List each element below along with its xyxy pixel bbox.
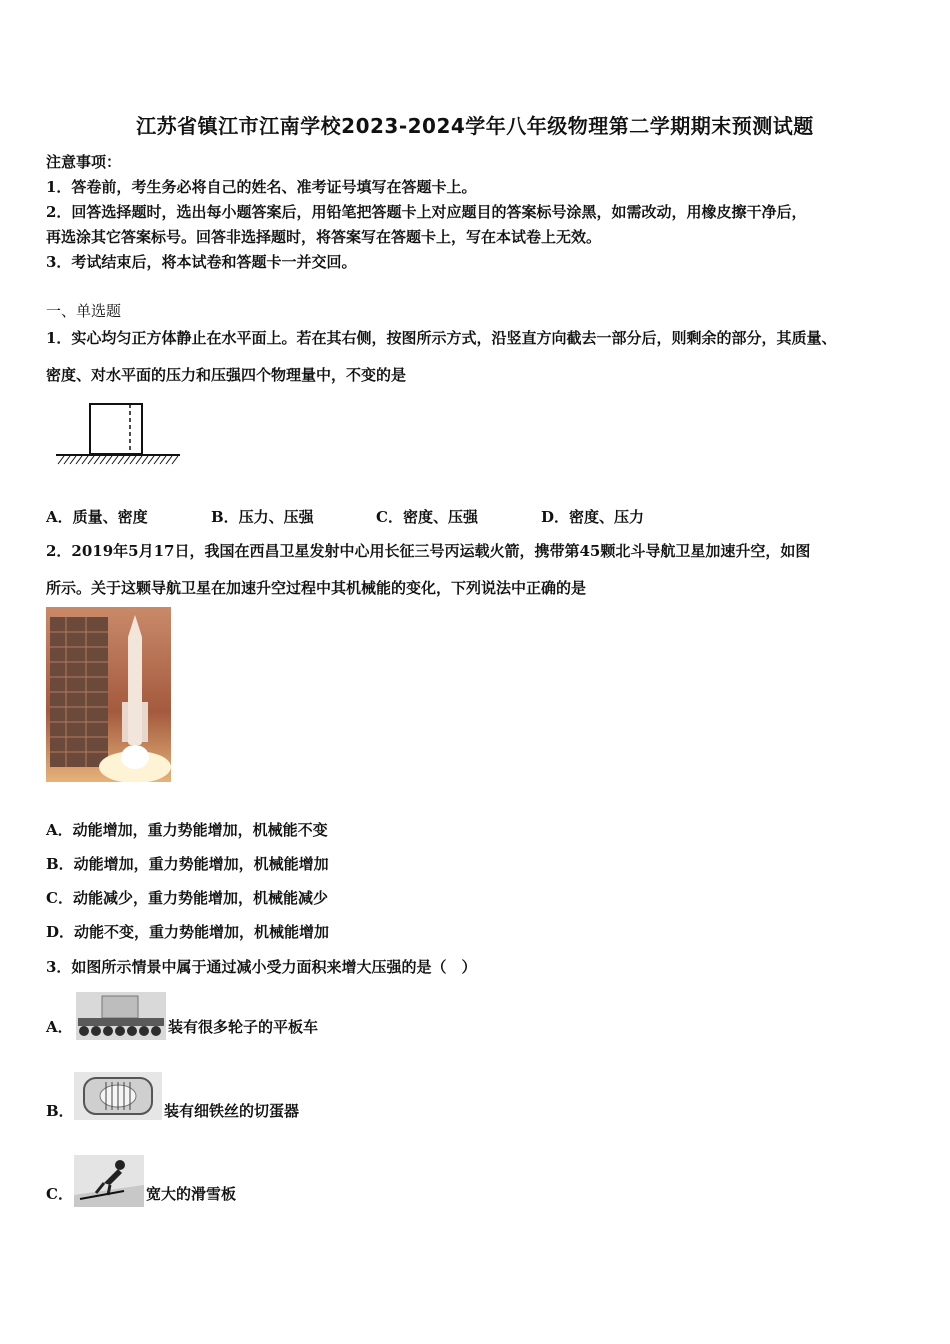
question-3-line-1: 3．如图所示情景中属于通过减小受力面积来增大压强的是（ ） (46, 958, 477, 976)
question-1-options (46, 506, 706, 527)
option-text: 装有细铁丝的切蛋器 (164, 1102, 300, 1120)
option-text: 宽大的滑雪板 (146, 1185, 237, 1203)
option-label: B． (46, 1102, 74, 1120)
section-heading: 一、单选题 (46, 302, 122, 320)
question-1-line-2: 密度、对水平面的压力和压强四个物理量中，不变的是 (46, 366, 407, 384)
option-text: 装有很多轮子的平板车 (168, 1018, 319, 1036)
notice-item: 再选涂其它答案标号。回答非选择题时，将答案写在答题卡上，写在本试卷上无效。 (46, 228, 602, 246)
notice-item: 1．答卷前，考生务必将自己的姓名、准考证号填写在答题卡上。 (46, 178, 477, 196)
question-2-option-a[interactable]: A．动能增加，重力势能增加，机械能不变 (46, 821, 328, 839)
egg-slicer-photo (74, 1072, 162, 1120)
question-3-option-b[interactable] (46, 1072, 446, 1120)
question-2-line-2: 所示。关于这颗导航卫星在加速升空过程中其机械能的变化，下列说法中正确的是 (46, 579, 587, 597)
question-3-option-a[interactable] (46, 992, 446, 1040)
skier-photo (74, 1155, 144, 1207)
option-d[interactable]: D．密度、压力 (541, 508, 645, 526)
question-3-option-c[interactable] (46, 1155, 446, 1207)
option-c[interactable]: C．密度、压强 (376, 508, 478, 526)
notice-heading: 注意事项： (46, 153, 122, 171)
option-label: C． (46, 1185, 73, 1203)
question-2-line-1: 2．2019年5月17日，我国在西昌卫星发射中心用长征三号丙运载火箭，携带第45颗北斗导航卫星加速升空，如图 (46, 542, 811, 560)
question-2-option-c[interactable]: C．动能减少，重力势能增加，机械能减少 (46, 889, 328, 907)
question-2-option-d[interactable]: D．动能不变，重力势能增加，机械能增加 (46, 923, 330, 941)
question-2-option-b[interactable]: B．动能增加，重力势能增加，机械能增加 (46, 855, 329, 873)
option-label: A． (46, 1018, 73, 1036)
question-1-line-1: 1．实心均匀正方体静止在水平面上。若在其右侧，按图所示方式，沿竖直方向截去一部分后，则剩余的部分，其质量、 (46, 329, 837, 347)
page-title: 江苏省镇江市江南学校2023-2024学年八年级物理第二学期期末预测试题 (136, 114, 814, 138)
notice-item: 3．考试结束后，将本试卷和答题卡一并交回。 (46, 253, 357, 271)
flatbed-truck-photo (76, 992, 166, 1040)
rocket-launch-photo (46, 607, 171, 782)
option-b[interactable]: B．压力、压强 (211, 508, 314, 526)
cube-figure (54, 398, 182, 468)
notice-item: 2．回答选择题时，选出每小题答案后，用铅笔把答题卡上对应题目的答案标号涂黑，如需改动，用橡皮擦干净后， (46, 203, 807, 221)
option-a[interactable]: A．质量、密度 (46, 508, 148, 526)
